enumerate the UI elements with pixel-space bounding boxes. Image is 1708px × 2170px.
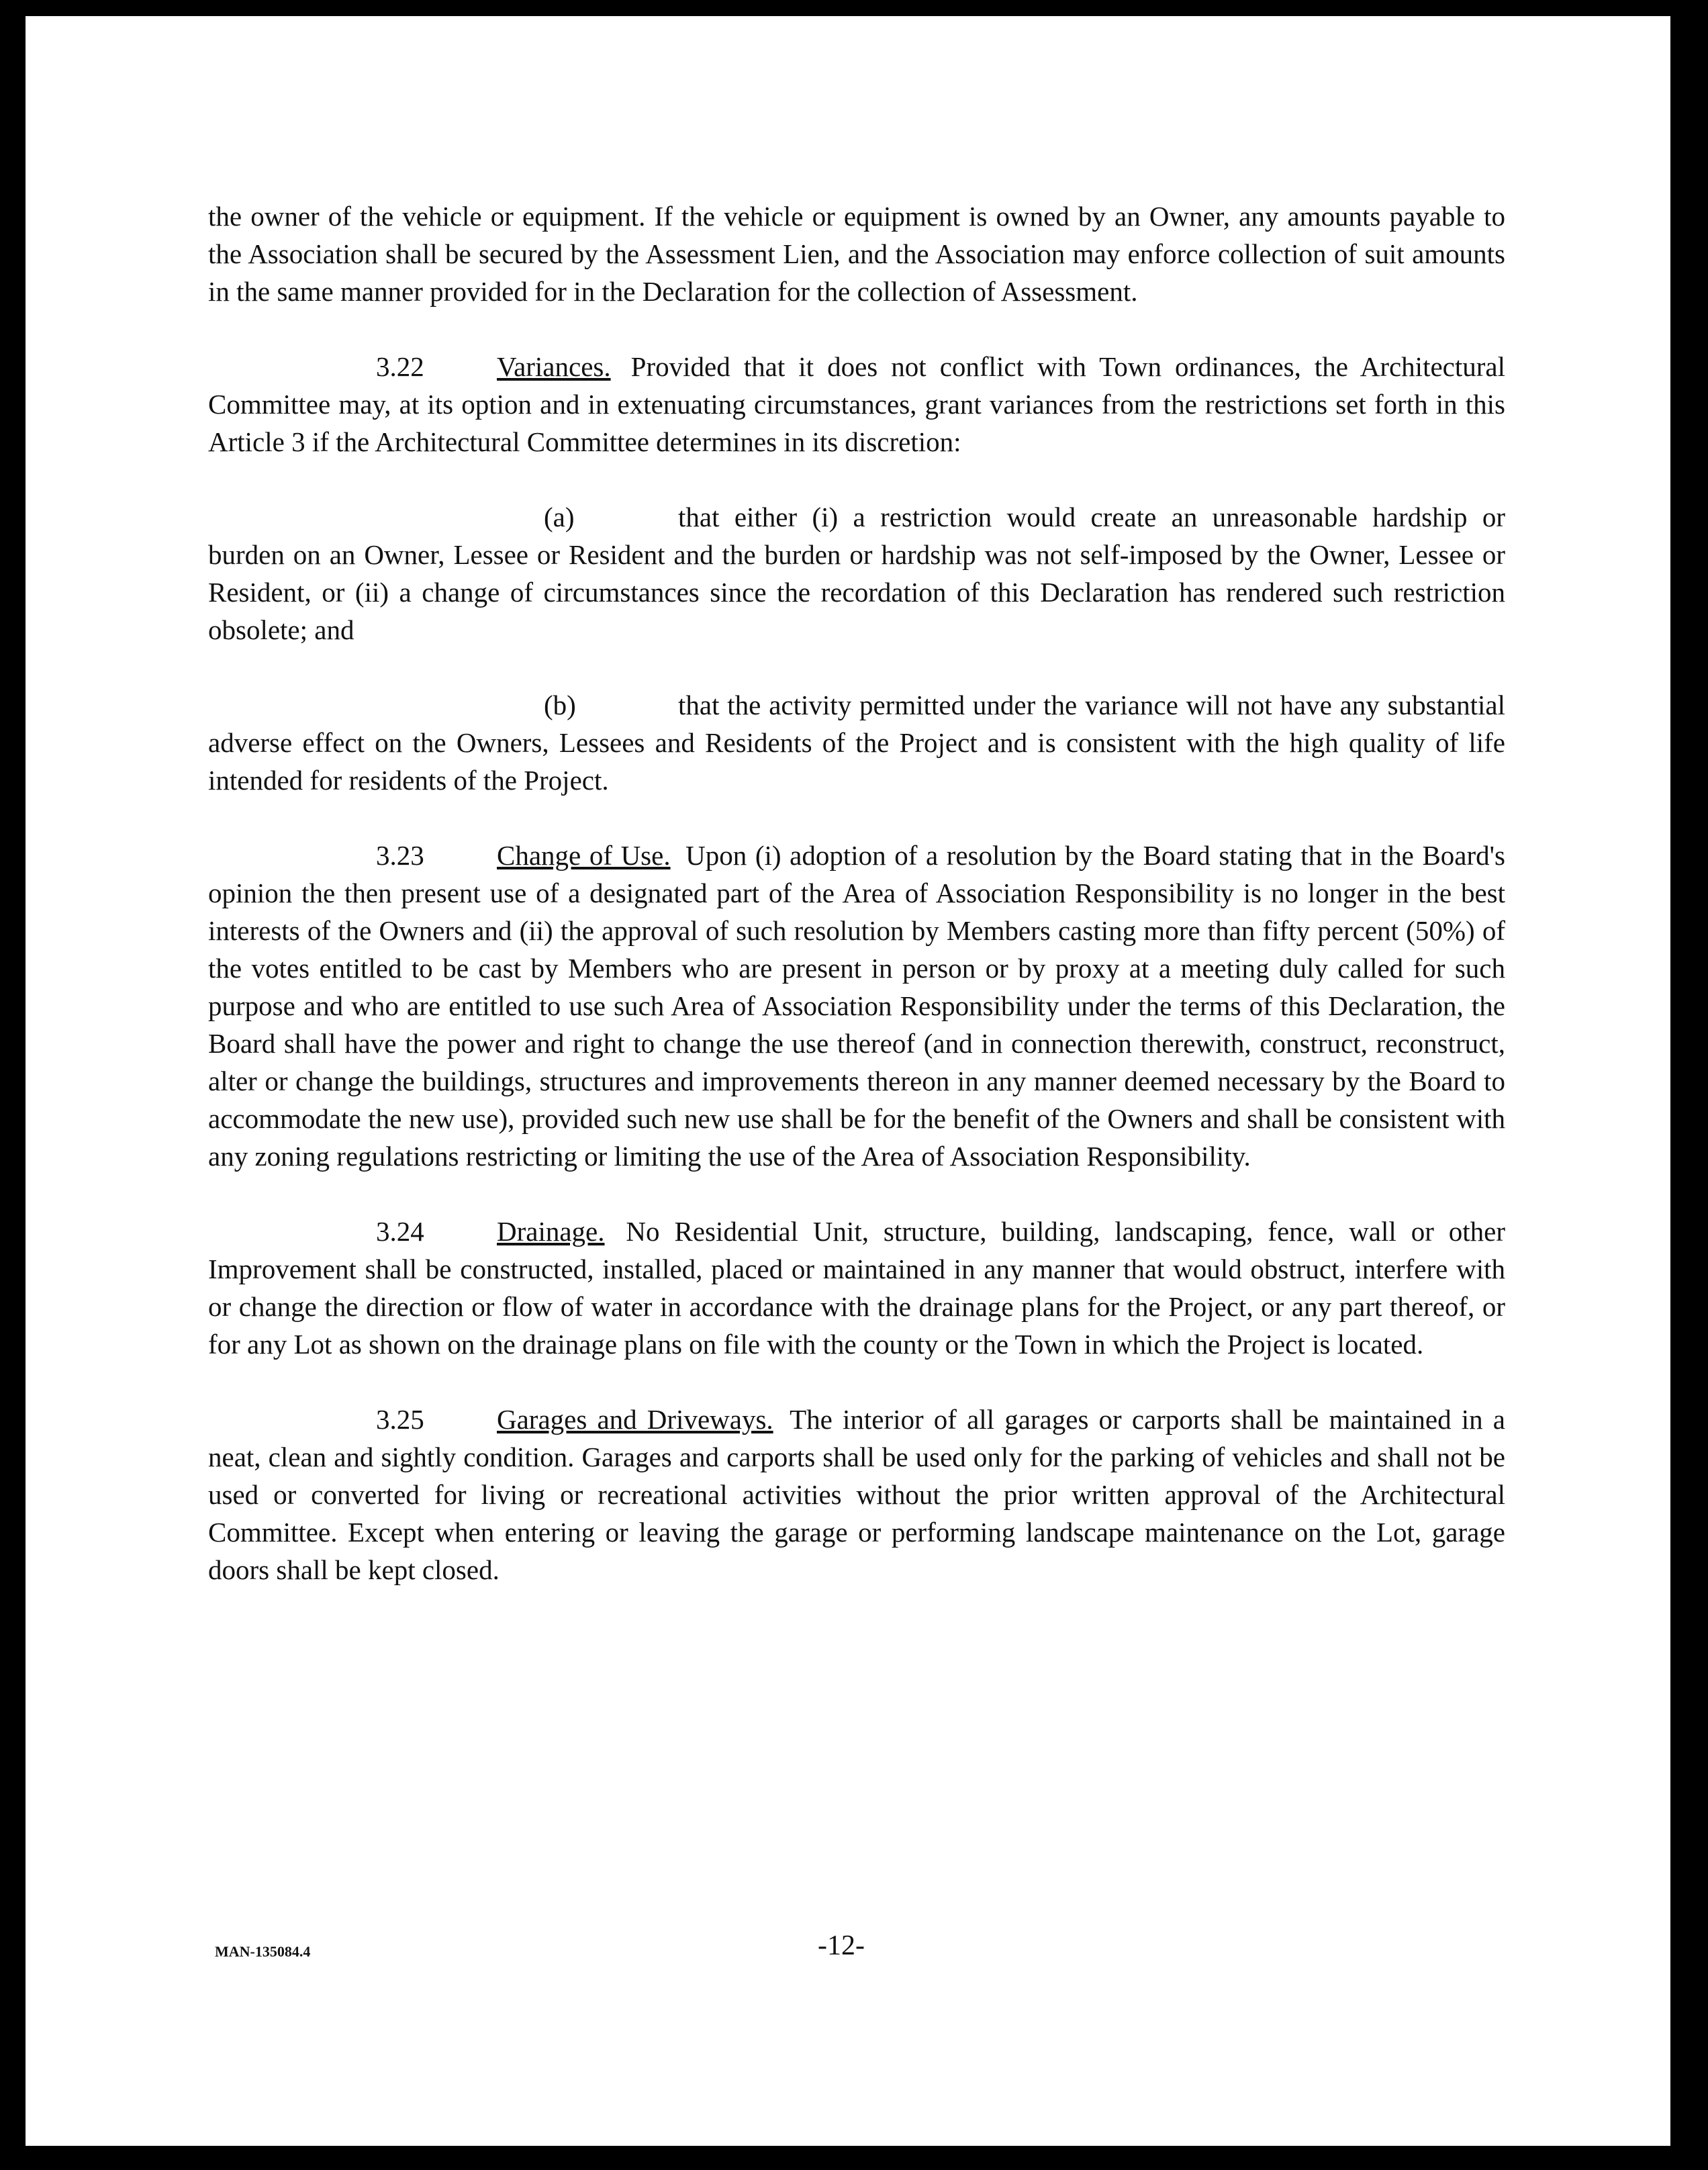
continuation-paragraph [208, 197, 1505, 310]
section-text: No Residential Unit, structure, building, landscaping, fence, wall or other Improvement shall be constructed, installed, placed or maintained in any manner that would obstruct, interfere with or change the direction or flow of water in accordance with the drainage plans for the Project, or any part thereof, or for any Lot as shown on the drainage plans on file with the county or the Town in which the Project is located. [208, 1216, 1506, 1360]
document-page [26, 16, 1670, 2146]
section-3-23 [208, 837, 1505, 1175]
section-number: 3.24 [376, 1216, 424, 1247]
section-title: Drainage. [497, 1216, 605, 1247]
subitem-text: that the activity permitted under the variance will not have any substantial adverse effect on the Owners, Lessees and Residents of the Project and is consistent with the high quality of life intended for residents of the Project. [208, 690, 1505, 796]
section-number: 3.22 [376, 351, 424, 382]
section-text: Provided that it does not conflict with Town ordinances, the Architectural Committee may, at its option and in extenuating circumstances, grant variances from the restrictions set forth in this Article 3 if the Architectural Committee determines in its discretion: [208, 351, 1505, 457]
subitem-text: that either (i) a restriction would create an unreasonable hardship or burden on an Owner, Lessee or Resident and the burden or hardship was not self-imposed by the Owner, Lessee or Resident, or (ii) a change of circumstances since the recordation of this Declaration has rendered such restriction obsolete; and [208, 502, 1505, 645]
section-number: 3.25 [376, 1404, 424, 1435]
section-3-22 [208, 348, 1505, 461]
section-title: Change of Use. [497, 840, 671, 871]
section-title: Variances. [497, 351, 611, 382]
continuation-text: the owner of the vehicle or equipment. If the vehicle or equipment is owned by an Owner, any amounts payable to the Association shall be secured by the Assessment Lien, and the Association may enforce collection of suit amounts in the same manner provided for in the Declaration for the collection of Assessment. [208, 201, 1505, 307]
subitem-a [208, 498, 1505, 649]
document-body [208, 197, 1505, 1626]
subitem-b [208, 686, 1505, 799]
subitem-label: (b) [544, 690, 576, 720]
section-text: The interior of all garages or carports shall be maintained in a neat, clean and sightly condition. Garages and carports shall be used only for the parking of vehicles and shall not be used or converted for living or recreational activities without the prior written approval of the Architectural Committee. Except when entering or leaving the garage or performing landscape maintenance on the Lot, garage doors shall be kept closed. [208, 1404, 1505, 1585]
section-text: Upon (i) adoption of a resolution by the Board stating that in the Board's opinion the then present use of a designated part of the Area of Association Responsibility is no longer in the best interests of the Owners and (ii) the approval of such resolution by Members casting more than fifty percent (50%) of the votes entitled to be cast by Members who are present in person or by proxy at a meeting duly called for such purpose and who are entitled to use such Area of Association Responsibility under the terms of this Declaration, the Board shall have the power and right to change the use thereof (and in connection therewith, construct, reconstruct, alter or change the buildings, structures and improvements thereon in any manner deemed necessary by the Board to accommodate the new use), provided such new use shall be for the benefit of the Owners and shall be consistent with any zoning regulations restricting or limiting the use of the Area of Association Responsibility. [208, 840, 1505, 1172]
section-3-25 [208, 1401, 1505, 1589]
document-id: MAN-135084.4 [215, 1943, 311, 1960]
section-title: Garages and Driveways. [497, 1404, 773, 1435]
section-3-24 [208, 1213, 1505, 1363]
page-number: -12- [818, 1930, 865, 1961]
subitem-label: (a) [544, 502, 575, 532]
section-number: 3.23 [376, 840, 424, 871]
